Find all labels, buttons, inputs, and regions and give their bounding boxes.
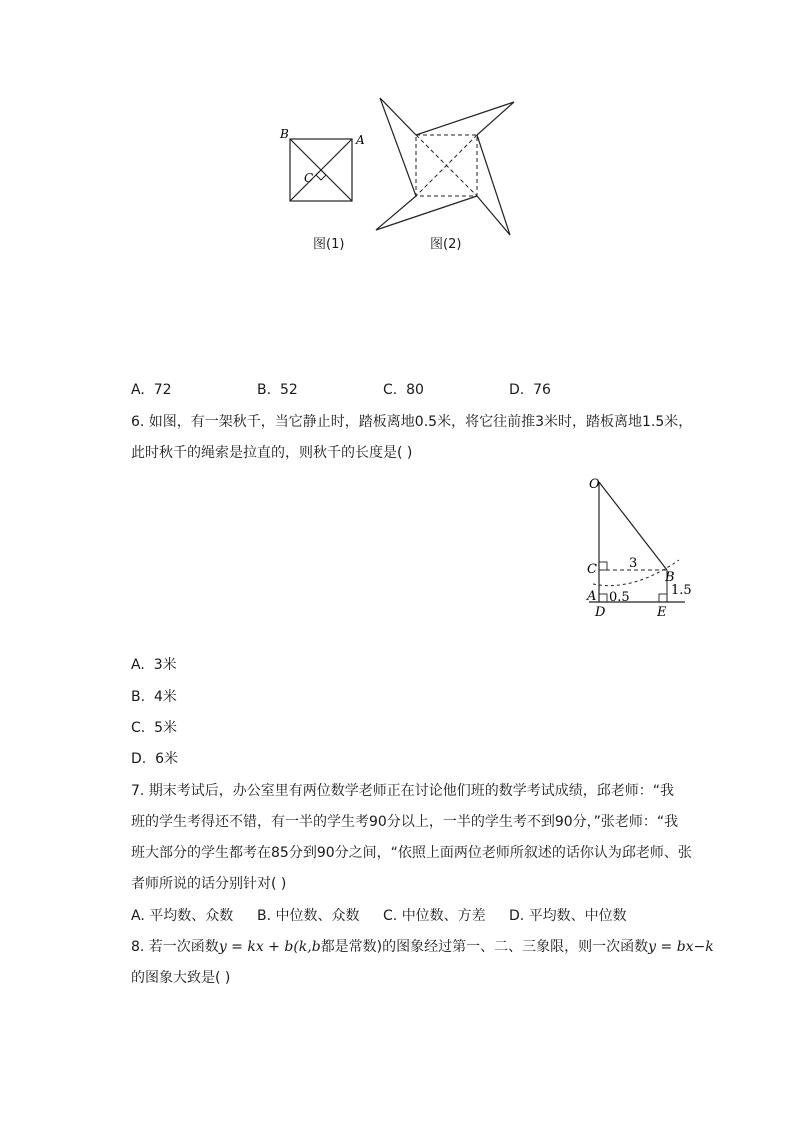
q7-option-a: A. 平均数、众数	[131, 908, 234, 924]
q7-stem-line-3: 班大部分的学生都考在85分到90分之间，“依照上面两位老师所叙述的话你认为邱老师、张	[131, 845, 692, 861]
q6-option-d: D. 6米	[131, 751, 179, 767]
q8-stem-line-2: 的图象大致是( )	[131, 970, 231, 986]
value-1-5: 1.5	[671, 583, 692, 598]
q8-function-2: y = bx−k	[648, 939, 714, 955]
q8-middle: 都是常数)的图象经过第一、二、三象限，则一次函数	[320, 939, 649, 955]
q6-option-a: A. 3米	[131, 657, 177, 673]
figure-1-caption: 图(1)	[313, 237, 345, 252]
q5-option-c: C. 80	[383, 382, 424, 398]
swing-figure	[583, 472, 703, 624]
label-b-swing: B	[665, 570, 675, 585]
q8-stem-line-1	[131, 937, 714, 957]
q7-option-d: D. 平均数、中位数	[509, 908, 627, 924]
label-b: B	[280, 127, 289, 141]
q7-stem-line-1: 7. 期末考试后，办公室里有两位数学老师正在讨论他们班的数学考试成绩，邱老师：“我	[131, 783, 675, 799]
q7-stem-line-4: 者师所说的话分别针对( )	[131, 876, 287, 892]
q8-prefix: 8. 若一次函数	[131, 939, 219, 955]
q6-stem-line-2: 此时秋千的绳索是拉直的，则秋千的长度是( )	[131, 445, 413, 461]
q5-option-d: D. 76	[509, 382, 551, 398]
value-0-5: 0.5	[609, 590, 630, 605]
q5-option-a: A. 72	[131, 382, 172, 398]
label-c: C	[304, 171, 314, 185]
label-e: E	[657, 605, 667, 620]
label-d: D	[595, 605, 606, 620]
figure-2-caption: 图(2)	[430, 237, 462, 252]
figure-1-square	[276, 125, 366, 215]
value-3: 3	[629, 556, 638, 571]
q7-option-b: B. 中位数、众数	[257, 908, 360, 924]
q7-option-c: C. 中位数、方差	[383, 908, 486, 924]
q6-option-c: C. 5米	[131, 720, 178, 736]
q5-option-b: B. 52	[257, 382, 298, 398]
q7-stem-line-2: 班的学生考得还不错，有一半的学生考90分以上，一半的学生考不到90分，”张老师：“我	[131, 814, 679, 830]
figure-2-pinwheel	[372, 95, 518, 240]
label-a: A	[356, 133, 365, 147]
label-a-swing: A	[587, 589, 597, 604]
q6-stem-line-1: 6. 如图，有一架秋千，当它静止时，踏板离地0.5米，将它往前推3米时，踏板离地1.5米，	[131, 414, 693, 430]
q8-function-1: y = kx + b(k,b	[218, 939, 321, 955]
q6-option-b: B. 4米	[131, 689, 177, 705]
label-c-swing: C	[587, 562, 597, 577]
label-o: O	[589, 477, 600, 492]
